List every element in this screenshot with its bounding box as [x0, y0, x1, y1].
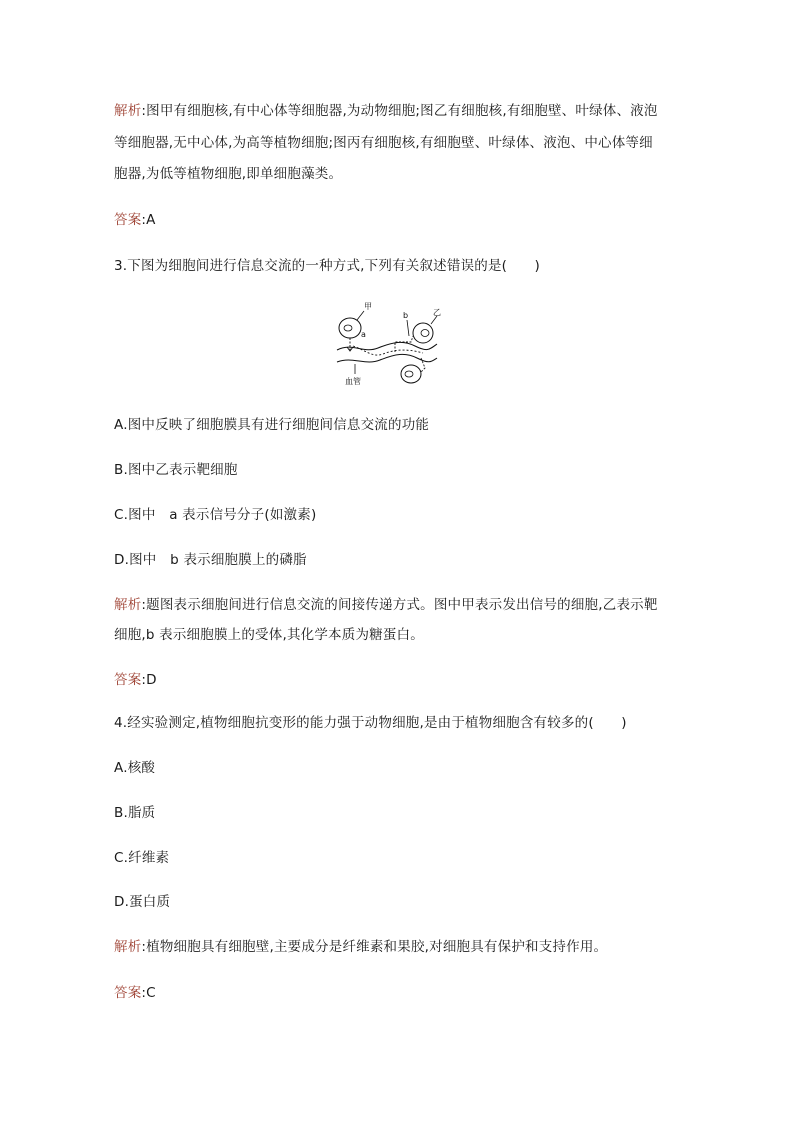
q3-stem: 3.下图为细胞间进行信息交流的一种方式,下列有关叙述错误的是( ): [114, 258, 541, 274]
q2-answer: 答案:A: [114, 212, 156, 228]
vessel-wall-bottom: [337, 354, 437, 362]
label-a: a: [361, 330, 366, 339]
label-jia: 甲: [364, 302, 372, 311]
q4-stem: 4.经实验测定,植物细胞抗变形的能力强于动物细胞,是由于植物细胞含有较多的( ): [114, 715, 627, 731]
q2-analysis-line-1: 解析:图甲有细胞核,有中心体等细胞器,为动物细胞;图乙有细胞核,有细胞壁、叶绿体、液泡: [114, 103, 658, 119]
answer-label: 答案: [114, 672, 142, 688]
q3-option-a: A.图中反映了细胞膜具有进行细胞间信息交流的功能: [114, 417, 430, 433]
q4-option-b: B.脂质: [114, 805, 156, 821]
label-vessel: 血管: [345, 377, 361, 386]
label-line-jia: [357, 311, 364, 320]
analysis-label: 解析: [114, 103, 142, 119]
q2-analysis-line-3: 胞器,为低等植物细胞,即单细胞藻类。: [114, 166, 343, 182]
q4-option-a: A.核酸: [114, 760, 156, 776]
cell-signaling-diagram: [333, 298, 441, 390]
q4-answer: 答案:C: [114, 985, 156, 1001]
signal-flow-path: [353, 346, 423, 355]
answer-label: 答案: [114, 212, 142, 228]
label-line-b: [407, 320, 409, 336]
label-b: b: [403, 311, 409, 320]
analysis-label: 解析: [114, 939, 142, 955]
q2-analysis-line-2: 等细胞器,无中心体,为高等植物细胞;图丙有细胞核,有细胞壁、叶绿体、液泡、中心体等细: [114, 135, 653, 151]
analysis-label: 解析: [114, 597, 142, 613]
answer-label: 答案: [114, 985, 142, 1001]
cell-bing: [401, 365, 421, 383]
q3-option-d: D.图中 b 表示细胞膜上的磷脂: [114, 552, 307, 568]
q3-analysis-line-1: 解析:题图表示细胞间进行信息交流的间接传递方式。图中甲表示发出信号的细胞,乙表示靶: [114, 597, 658, 613]
q4-analysis-line-1: 解析:植物细胞具有细胞壁,主要成分是纤维素和果胶,对细胞具有保护和支持作用。: [114, 939, 608, 955]
label-yi: 乙: [433, 308, 441, 317]
label-line-yi: [431, 316, 437, 324]
cell-bing-nucleus: [405, 371, 413, 377]
q3-answer: 答案:D: [114, 672, 157, 688]
cell-jia: [339, 318, 361, 338]
q4-option-c: C.纤维素: [114, 850, 170, 866]
q3-option-c: C.图中 a 表示信号分子(如激素): [114, 507, 317, 523]
cell-jia-nucleus: [344, 325, 352, 331]
cell-yi: [413, 323, 433, 343]
cell-yi-nucleus: [421, 330, 429, 337]
q3-analysis-line-2: 细胞,b 表示细胞膜上的受体,其化学本质为糖蛋白。: [114, 627, 424, 643]
q3-option-b: B.图中乙表示靶细胞: [114, 462, 238, 478]
q4-option-d: D.蛋白质: [114, 894, 171, 910]
